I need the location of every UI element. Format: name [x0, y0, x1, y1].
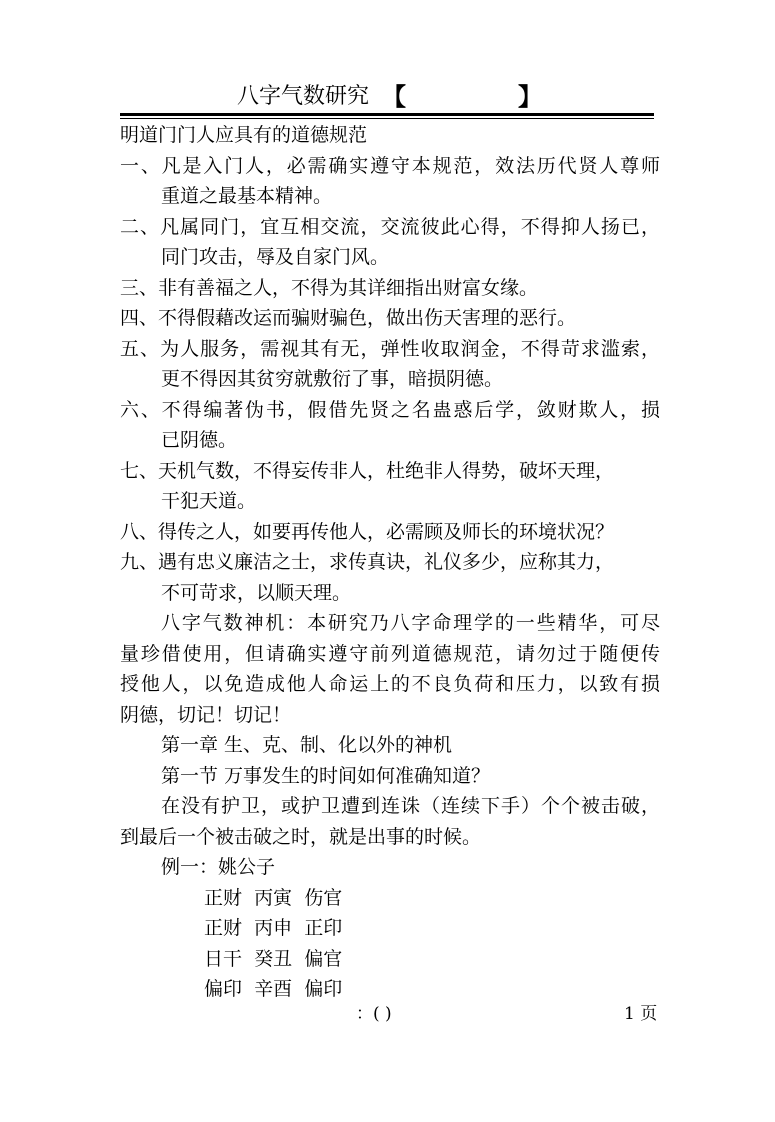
- chart-row: [120, 974, 660, 1005]
- rule-line: 重道之最基本精神。: [161, 185, 333, 207]
- rule-line: 九、遇有忠义廉洁之士，求传真诀，礼仪多少，应称其力，: [120, 551, 615, 573]
- chapter-heading: 第一章 生、克、制、化以外的神机: [161, 734, 453, 756]
- rule-line: 六、不得编著伪书，假借先贤之名蛊惑后学，敛财欺人，损: [120, 398, 660, 421]
- rule-line: 七、天机气数，不得妄传非人，杜绝非人得势，破坏天理，: [120, 459, 615, 482]
- page-number: 1 页: [624, 1004, 658, 1024]
- rule-line: 更不得因其贫穷就敷衍了事，暗损阴德。: [161, 368, 504, 390]
- chart-right: 偏官: [304, 947, 343, 970]
- document-body: [120, 120, 660, 1005]
- section-title: 明道门门人应具有的道德规范: [120, 124, 368, 146]
- header-title: 八字气数研究: [237, 84, 370, 109]
- chart-right: 正印: [304, 917, 343, 939]
- paragraph-line: 量珍借使用，但请确实遵守前列道德规范，请勿过于随便传: [120, 642, 660, 665]
- rule-line: 四、不得假藉改运而骗财骗色，做出伤天害理的恶行。: [120, 307, 577, 329]
- paragraph-line: 授他人，以免造成他人命运上的不良负荷和压力，以致有损: [120, 673, 660, 695]
- section-heading: 第一节 万事发生的时间如何准确知道？: [161, 764, 491, 787]
- rule-line: 八、得传之人，如要再传他人，必需顾及师长的环境状况？: [120, 520, 615, 543]
- rule-line: 一、凡是入门人，必需确实遵守本规范，效法历代贤人尊师: [120, 154, 660, 177]
- paragraph-line: 八字气数神机：本研究乃八字命理学的一些精华，可尽: [161, 612, 660, 634]
- chart-row: [120, 883, 660, 914]
- rule-line: 三、非有善福之人，不得为其详细指出财富女缘。: [120, 276, 539, 299]
- chart-pillar: 辛酉: [254, 978, 293, 1000]
- rule-line: 二、凡属同门，宜互相交流，交流彼此心得，不得抑人扬已，: [120, 215, 660, 238]
- chart-left: 正财: [204, 886, 243, 909]
- header-bracket-close: 】: [518, 82, 542, 111]
- rule-line: 五、为人服务，需视其有无，弹性收取润金，不得苛求滥索，: [120, 337, 660, 360]
- rule-line: 已阴德。: [161, 429, 238, 451]
- header-bracket-open: 【: [382, 82, 406, 111]
- rule-line: 干犯天道。: [161, 490, 257, 512]
- rule-line: 不可苛求，以顺天理。: [161, 581, 352, 604]
- chart-pillar: 丙寅: [254, 886, 293, 909]
- paragraph-line: 在没有护卫，或护卫遭到连诛（连续下手）个个被击破，: [161, 795, 660, 817]
- page-header: [120, 82, 654, 112]
- example-label: 例一：姚公子: [161, 856, 276, 878]
- chart-pillar: 癸丑: [254, 947, 293, 970]
- chart-right: 伤官: [304, 886, 343, 909]
- chart-row: [120, 913, 660, 944]
- chart-left: 偏印: [204, 978, 243, 1000]
- chart-pillar: 丙申: [254, 917, 293, 939]
- header-rule-thick: [120, 113, 654, 116]
- paragraph-line: 阴德，切记！切记！: [120, 703, 292, 726]
- chart-right: 偏印: [304, 978, 343, 1000]
- paragraph-line: 到最后一个被击破之时，就是出事的时候。: [120, 825, 482, 848]
- rule-line: 同门攻击，辱及自家门风。: [161, 246, 390, 268]
- header-rule-thin: [120, 118, 654, 119]
- chart-left: 日干: [204, 947, 243, 970]
- chart-row: [120, 944, 660, 975]
- chart-left: 正财: [204, 917, 243, 939]
- footer-note: ：( ): [356, 1004, 392, 1024]
